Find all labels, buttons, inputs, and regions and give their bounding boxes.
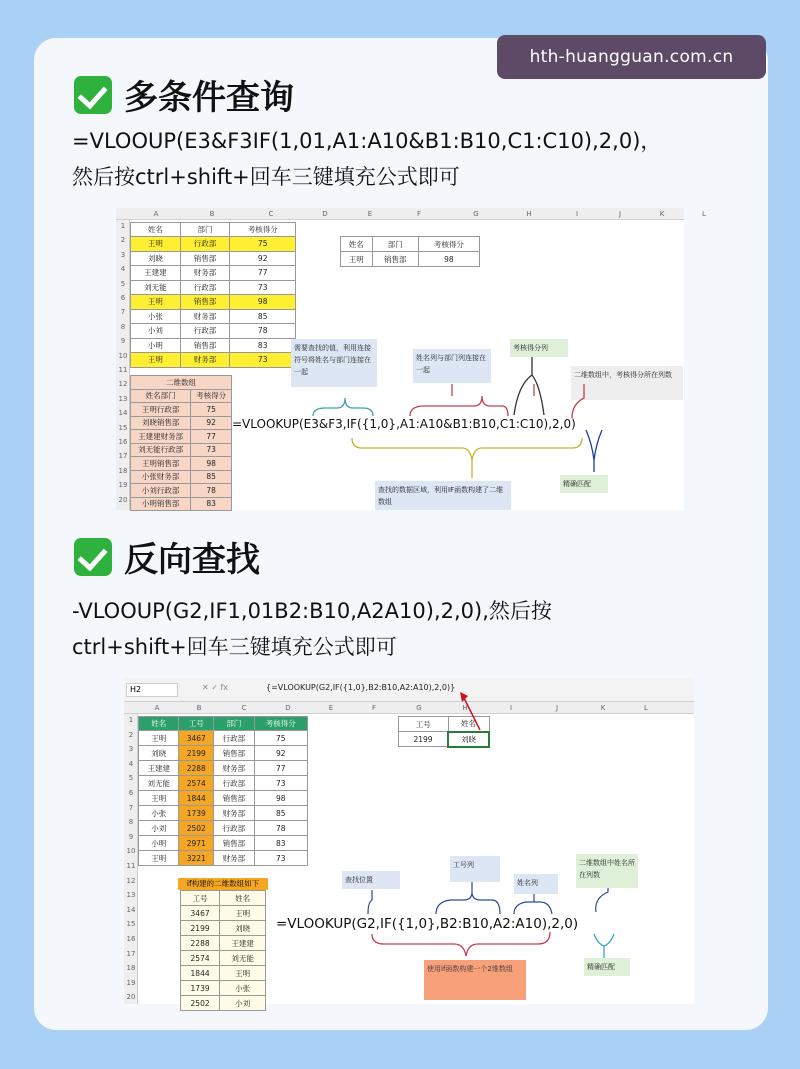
fx-formula[interactable]: {=VLOOKUP(G2,IF({1,0},B2:B10,A2:A10),2,0)}	[266, 683, 456, 692]
row-header-7[interactable]: 7	[120, 308, 126, 317]
note-name-dept: 姓名列与部门列连接在一起	[413, 349, 491, 383]
array-table: 工号 姓名 3467 王明 2199 刘晓 2288 王建建 2574 刘无能 1844 王明 1739 小张 2502 小刘	[180, 890, 266, 1011]
row-header-7[interactable]: 7	[128, 803, 134, 812]
note-col-index: 二维数组中，考核得分所在列数	[571, 366, 683, 400]
row-header-6[interactable]: 6	[120, 294, 126, 302]
check-icon	[74, 76, 112, 114]
row-header-19[interactable]: 19	[126, 978, 136, 987]
row-header-13[interactable]: 13	[126, 891, 136, 900]
section2-title: 反向查找	[74, 532, 260, 581]
note-col-index: 二维数组中姓名所在列数	[576, 854, 638, 888]
row-header-20[interactable]: 20	[118, 495, 128, 504]
row-header-6[interactable]: 6	[128, 789, 134, 797]
note-lookup-value: 需要查找的值，利用连接符号将姓名与部门连接在一起	[291, 339, 377, 387]
note-data-range: 查找的数据区域，利用IF函数构建了二维数组	[375, 481, 511, 510]
row-header-4[interactable]: 4	[120, 265, 126, 274]
row-header-1[interactable]: 1	[120, 222, 126, 230]
lookup-table: 工号 姓名 2199 刘晓	[398, 716, 490, 748]
column-header-k[interactable]: K	[600, 704, 606, 712]
column-header-b[interactable]: B	[196, 704, 202, 712]
note-build-array: 使用if函数构建一个2维数组	[424, 960, 526, 1000]
row-header-15[interactable]: 15	[118, 423, 128, 432]
column-header-e[interactable]: E	[328, 704, 334, 712]
column-header-g[interactable]: G	[416, 704, 422, 712]
column-header-i[interactable]: I	[509, 704, 513, 712]
row-header-18[interactable]: 18	[126, 964, 136, 973]
column-header-h[interactable]: H	[462, 704, 468, 712]
column-header-f[interactable]: F	[371, 704, 377, 712]
column-header-l[interactable]: L	[644, 704, 648, 712]
row-header-2[interactable]: 2	[120, 236, 126, 245]
column-header-d[interactable]: D	[285, 704, 291, 712]
row-header-1[interactable]: 1	[128, 716, 134, 724]
array-title: if构建的二维数组如下	[178, 878, 268, 890]
row-header-5[interactable]: 5	[128, 774, 134, 783]
row-header-13[interactable]: 13	[118, 394, 128, 403]
column-header-i[interactable]: I	[575, 210, 579, 218]
row-header-15[interactable]: 15	[126, 920, 136, 929]
row-header-3[interactable]: 3	[120, 250, 126, 259]
column-header-c[interactable]: C	[268, 210, 274, 218]
fx-icon[interactable]: ✕ ✓ fx	[202, 683, 229, 692]
row-header-4[interactable]: 4	[128, 759, 134, 768]
row-header-9[interactable]: 9	[128, 832, 134, 841]
column-header-a[interactable]: A	[154, 704, 160, 712]
row-header-17[interactable]: 17	[118, 452, 128, 461]
column-header-k[interactable]: K	[659, 210, 665, 218]
note-score-col: 考核得分列	[510, 339, 568, 357]
row-header-16[interactable]: 16	[126, 935, 136, 943]
note-exact-match: 精确匹配	[560, 475, 608, 493]
note-id-col: 工号列	[450, 856, 500, 882]
column-header-j[interactable]: J	[618, 210, 622, 218]
row-header-2[interactable]: 2	[128, 730, 134, 739]
annotation-brackets	[116, 208, 684, 510]
note-name-col: 姓名列	[514, 874, 558, 894]
row-header-20[interactable]: 20	[126, 993, 136, 1002]
row-header-8[interactable]: 8	[128, 818, 134, 827]
source-table: 姓名 部门 考核得分 王明 行政部 75 刘晓 销售部 92 王建建 财务部 77 刘无能 行政部 73 王明 销售部 98 小张 财务部 85 小刘 行政部 78 小明 销售部 83 王明 财务部 73	[130, 222, 296, 368]
row-header-5[interactable]: 5	[120, 279, 126, 288]
column-header-c[interactable]: C	[241, 704, 247, 712]
lookup-table: 姓名 部门 考核得分 王明 销售部 98	[340, 236, 480, 267]
row-header-14[interactable]: 14	[118, 409, 128, 418]
check-icon	[74, 538, 112, 576]
note-exact-match: 精确匹配	[584, 958, 630, 976]
section1-desc-line2: 然后按ctrl+shift+回车三键填充公式即可	[72, 165, 460, 189]
row-header-16[interactable]: 16	[118, 438, 128, 446]
watermark: hth-huangguan.com.cn	[497, 35, 766, 79]
row-header-19[interactable]: 19	[118, 481, 128, 490]
row-header-18[interactable]: 18	[118, 466, 128, 475]
row-header-3[interactable]: 3	[128, 745, 134, 754]
note-lookup-position: 查找位置	[342, 871, 400, 889]
section2-desc-line1: -VLOOUP(G2,IF1,01B2:B10,A2A10),2,0),然后按	[72, 599, 552, 623]
section2-desc-line2: ctrl+shift+回车三键填充公式即可	[72, 635, 397, 659]
formula-text: =VLOOKUP(G2,IF({1,0},B2:B10,A2:A10),2,0)	[276, 916, 579, 932]
row-header-10[interactable]: 10	[118, 351, 128, 360]
row-header-9[interactable]: 9	[120, 337, 126, 346]
name-box[interactable]: H2	[126, 683, 178, 697]
column-header-j[interactable]: J	[555, 704, 559, 712]
column-header-b[interactable]: B	[209, 210, 215, 218]
array-table: 二维数组 姓名部门 考核得分 王明行政部 75 刘晓销售部 92 王建建财务部 77 刘无能行政部 73 王明销售部 98 小张财务部 85 小刘行政部 78 小明销售部 83	[130, 375, 232, 511]
column-header-d[interactable]: D	[322, 210, 328, 218]
column-header-f[interactable]: F	[416, 210, 422, 218]
row-header-12[interactable]: 12	[118, 380, 128, 389]
column-header-g[interactable]: G	[473, 210, 479, 218]
column-header-l[interactable]: L	[702, 210, 706, 218]
source-table: 姓名 工号 部门 考核得分 王明 3467 行政部 75 刘晓 2199 销售部 92 王建建 2288 财务部 77 刘无能 2574 行政部 73 王明 1844 销售部 98 小张 1739 财务部 85 小刘 2502 行政部 78 小明 2971 销售部 83 王明 3221 财务部 73	[138, 716, 308, 866]
section1-title: 多条件查询	[74, 70, 294, 119]
row-header-14[interactable]: 14	[126, 905, 136, 914]
section1-desc-line1: =VLOOUP(E3&F3IF(1,01,A1:A10&B1:B10,C1:C10),2,0)，	[72, 129, 662, 153]
row-header-11[interactable]: 11	[118, 366, 128, 374]
spreadsheet-screenshot-1	[116, 208, 706, 510]
column-header-e[interactable]: E	[367, 210, 373, 218]
formula-text: =VLOOKUP(E3&F3,IF({1,0},A1:A10&B1:B10,C1:C10),2,0)	[232, 417, 576, 431]
column-header-h[interactable]: H	[526, 210, 532, 218]
spreadsheet-screenshot-2	[124, 678, 694, 1008]
row-header-12[interactable]: 12	[126, 876, 136, 885]
row-header-10[interactable]: 10	[126, 847, 136, 856]
column-header-a[interactable]: A	[153, 210, 159, 218]
annotation-brackets	[124, 678, 694, 1004]
row-header-8[interactable]: 8	[120, 322, 126, 331]
row-header-17[interactable]: 17	[126, 949, 136, 958]
row-header-11[interactable]: 11	[126, 862, 136, 870]
